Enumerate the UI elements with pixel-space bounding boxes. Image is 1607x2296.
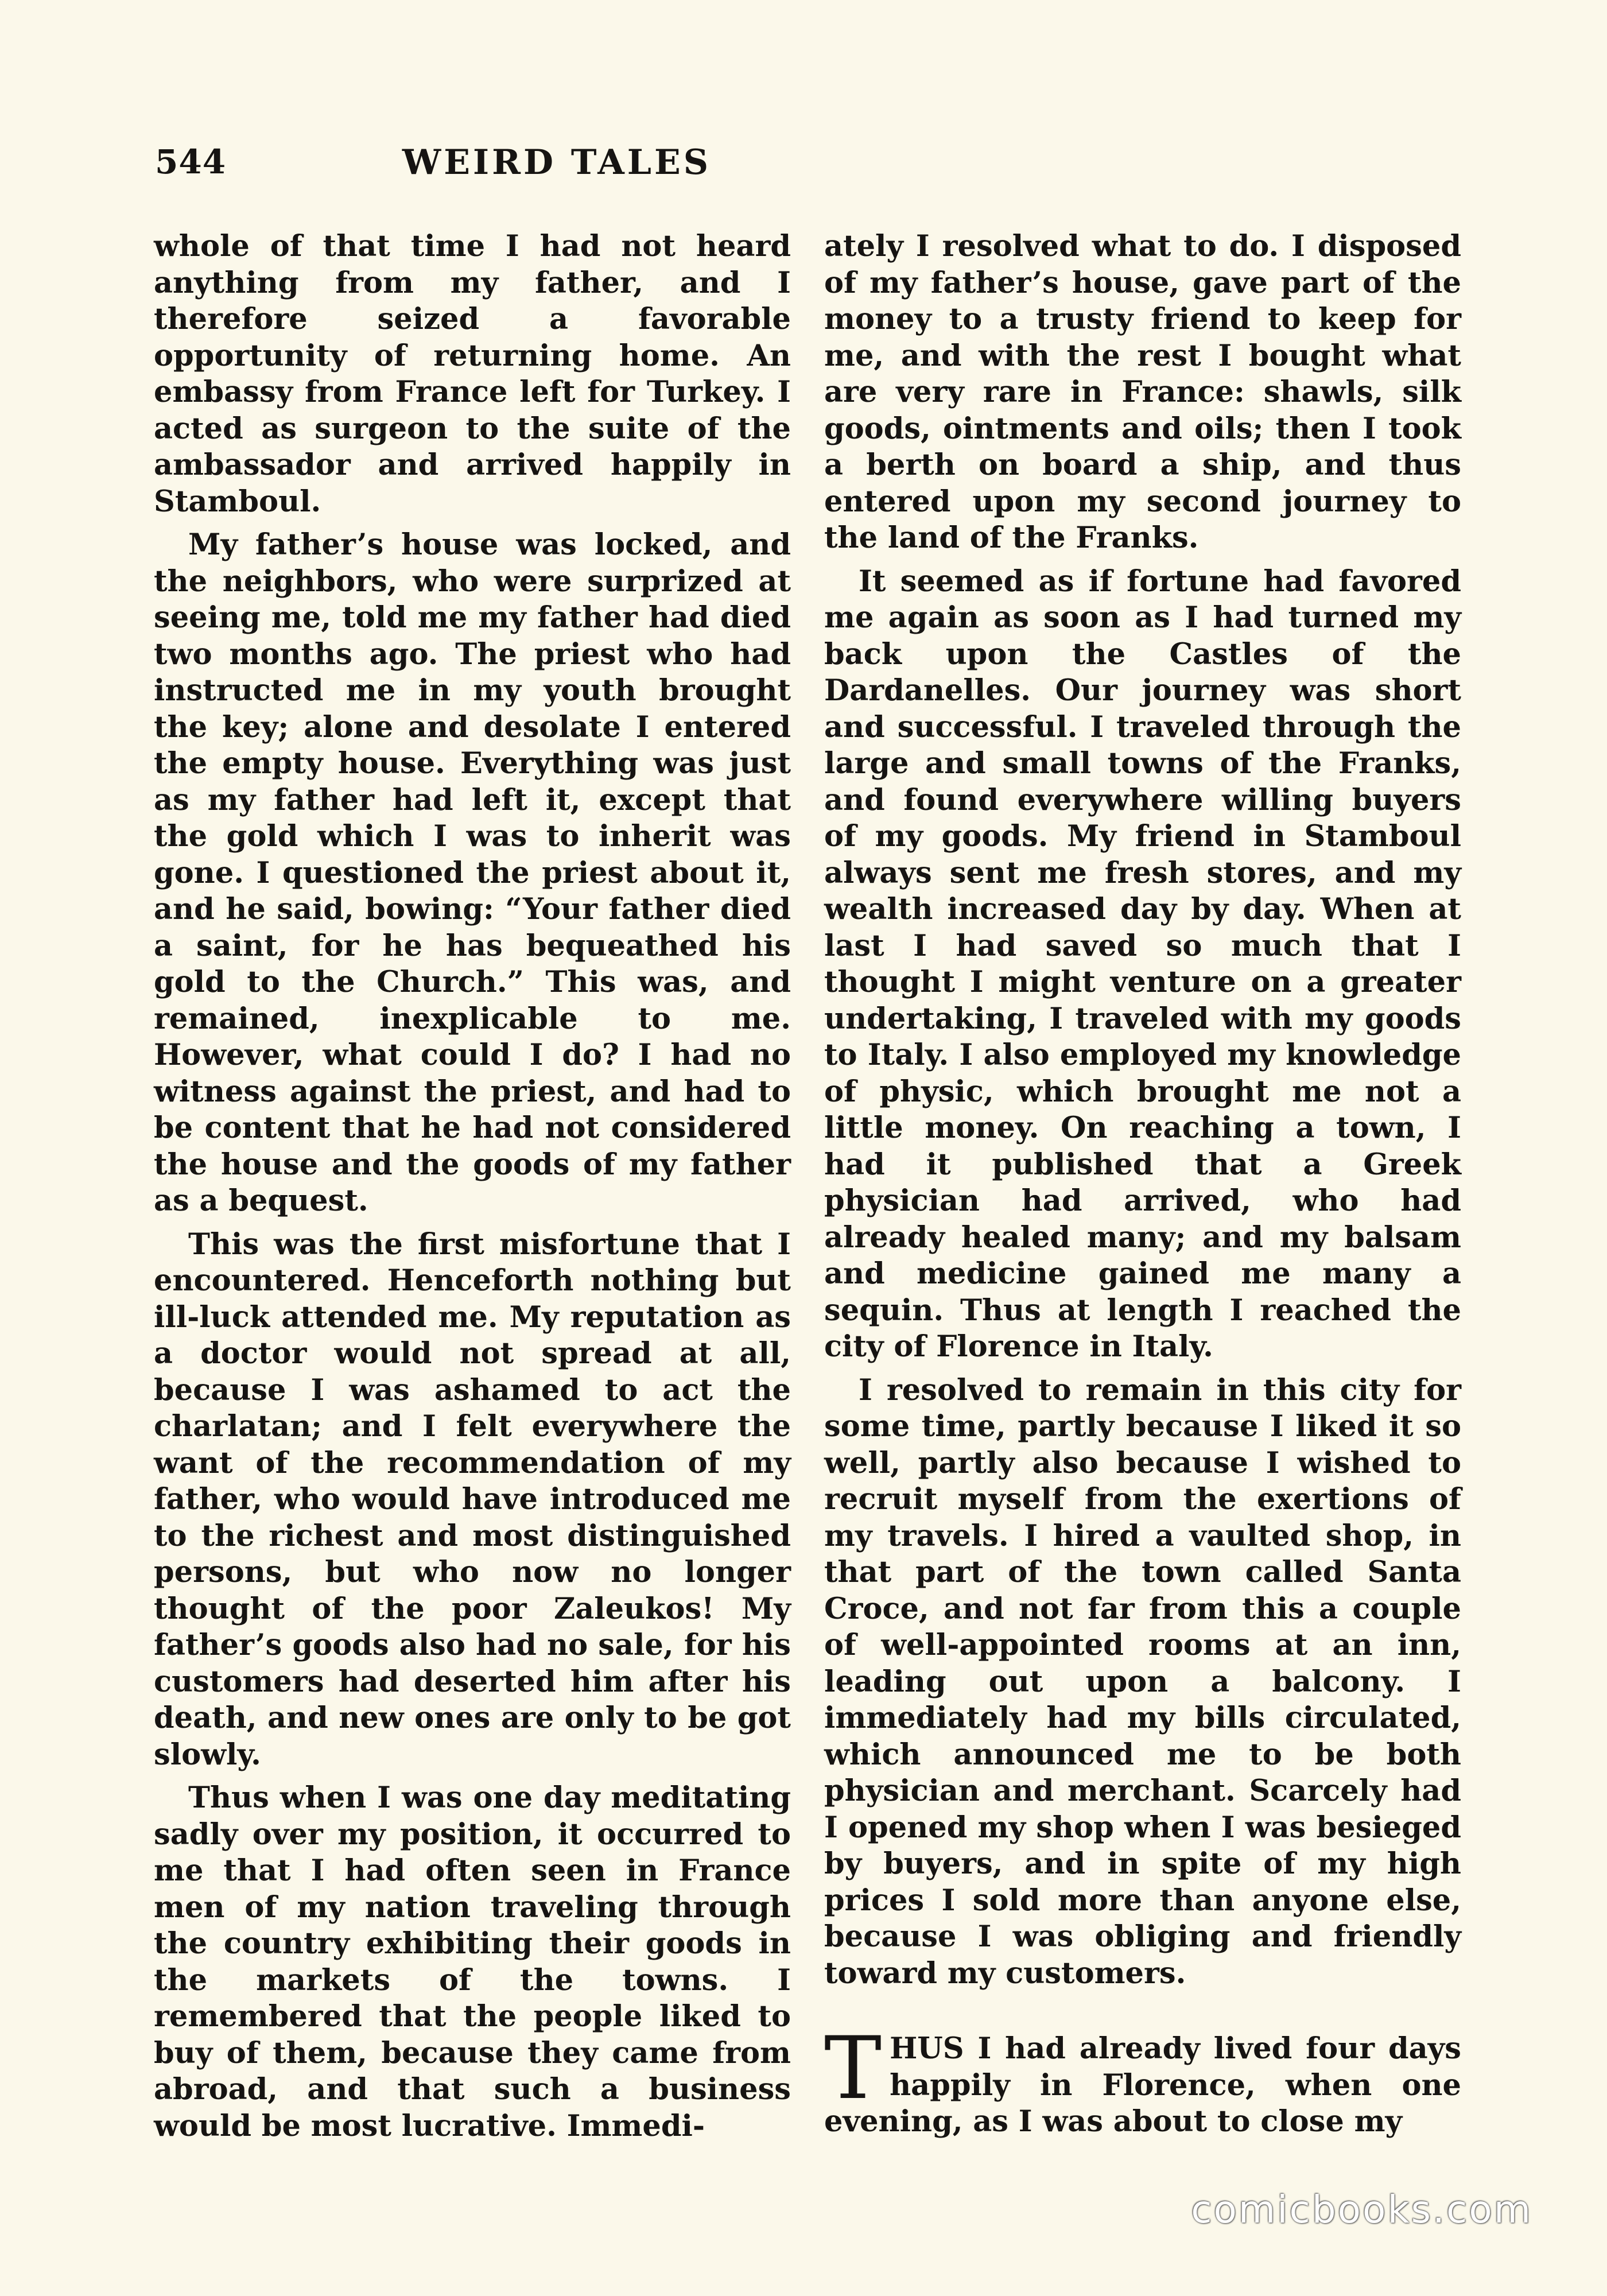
paragraph: ately I resolved what to do. I disposed of my father’s house, gave part of the money to a trusty friend to keep for me, and with the rest I bought what are very rare in France: shawls, silk goods, ointments and oils; then I took a berth on board a ship, and thus entered upon my second journey to the land of the Franks. [824, 229, 1461, 555]
page-header [155, 142, 958, 188]
paragraph: whole of that time I had not heard anything from my father, and I therefore seized a favorable opportunity of returning home. An embassy from France left for Turkey. I acted as surgeon to the suite of the ambassador and arrived happily in Stamboul. [154, 229, 791, 519]
paragraph: My father’s house was locked, and the neighbors, who were surprized at seeing me, told me my father had died two months ago. The priest who had instructed me in my youth brought the key; alone and desolate I entered the empty house. Everything was just as my father had left it, except that the gold which I was to inherit was gone. I questioned the priest about it, and he said, bowing: “Your father died a saint, for he has bequeathed his gold to the Church.” This was, and remained, inexplicable to me. However, what could I do? I had no witness against the priest, and had to be content that he had not considered the house and the goods of my father as a bequest. [154, 528, 791, 1218]
small-caps-lead: HUS [890, 2031, 964, 2066]
section-break [824, 1992, 1461, 2031]
right-column [824, 228, 1461, 2140]
paragraph: Thus when I was one day meditating sadly over my position, it occurred to me that I had often seen in France men of my nation traveling through the country exhibiting their goods in the markets of the towns. I remembered that the people liked to buy of them, because they came from abroad, and that such a business would be most lucrative. Immedi- [154, 1781, 791, 2143]
watermark: comicbooks.com [1191, 2188, 1532, 2232]
section-opening-paragraph [824, 2019, 1461, 2140]
page-number: 544 [155, 142, 227, 181]
magazine-title: WEIRD TALES [402, 142, 712, 183]
left-column [154, 228, 791, 2144]
paragraph: It seemed as if fortune had favored me again as soon as I had turned my back upon the Castles of the Dardanelles. Our journey was short and successful. I traveled through the large and small towns of the Franks, and found everywhere willing buyers of my goods. My friend in Stamboul always sent me fresh stores, and my wealth increased day by day. When at last I had saved so much that I thought I might venture on a greater undertaking, I traveled with my goods to Italy. I also employed my knowledge of physic, which brought me not a little money. On reaching a town, I had it published that a Greek physician had arrived, who had already healed many; and my balsam and medicine gained me many a sequin. Thus at length I reached the city of Florence in Italy. [824, 564, 1461, 1364]
section-text: I had already lived four days happily in Florence, when one evening, as I was about to close my [824, 2031, 1461, 2139]
drop-cap: T [824, 2019, 882, 2119]
paragraph: This was the first misfortune that I encountered. Henceforth nothing but ill-luck attended me. My reputation as a doctor would not spread at all, because I was ashamed to act the charlatan; and I felt everywhere the want of the recommendation of my father, who would have introduced me to the richest and most distinguished persons, but who now no longer thought of the poor Zaleukos! My father’s goods also had no sale, for his customers had deserted him after his death, and new ones are only to be got slowly. [154, 1227, 791, 1772]
paragraph: I resolved to remain in this city for some time, partly because I liked it so well, partly also because I wished to recruit myself from the exertions of my travels. I hired a vaulted shop, in that part of the town called Santa Croce, and not far from this a couple of well-appointed rooms at an inn, leading out upon a balcony. I immediately had my bills circulated, which announced me to be both physician and merchant. Scarcely had I opened my shop when I was besieged by buyers, and in spite of my high prices I sold more than anyone else, because I was obliging and friendly toward my customers. [824, 1372, 1461, 1991]
